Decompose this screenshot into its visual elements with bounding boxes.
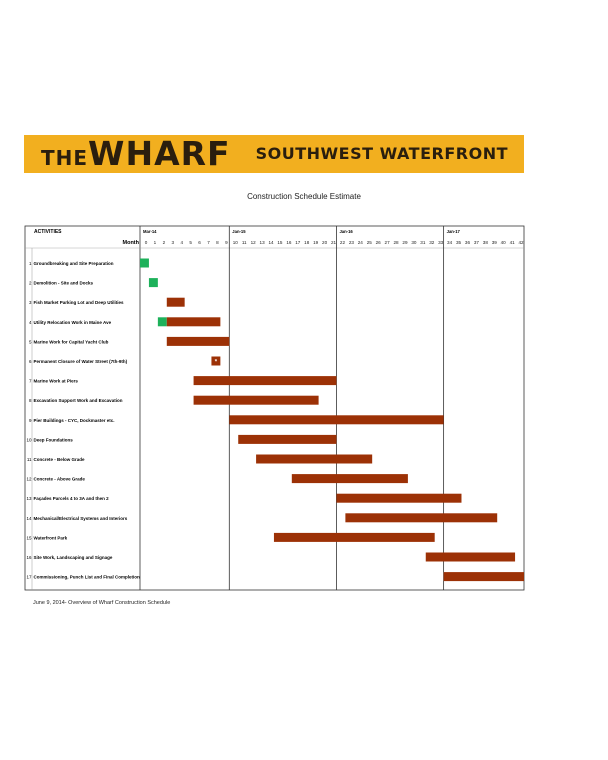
month-tick-label: 8 (216, 240, 219, 245)
month-tick-label: 39 (491, 240, 497, 245)
month-tick-label: 5 (189, 240, 192, 245)
month-tick-label: 12 (250, 240, 256, 245)
planned-bar (274, 533, 435, 542)
month-tick-label: 30 (411, 240, 417, 245)
month-tick-label: 10 (232, 240, 238, 245)
month-tick-label: 33 (438, 240, 444, 245)
activity-number: 16 (26, 555, 32, 560)
activity-name: Concrete - Above Grade (33, 476, 85, 482)
month-tick-label: 1 (153, 240, 157, 245)
month-tick-label: 21 (330, 240, 337, 245)
month-tick-label: 37 (473, 240, 479, 245)
activity-number: 12 (26, 476, 32, 482)
month-tick-label: 19 (313, 240, 319, 245)
activity-name: Demolition - Site and Docks (33, 280, 94, 286)
period-label: Jan-16 (339, 229, 353, 234)
activity-name: Excavation Support Work and Excavation (33, 398, 123, 404)
planned-bar (444, 572, 524, 581)
activity-number: 4 (28, 319, 32, 325)
activity-number: 17 (26, 574, 32, 580)
planned-bar (345, 513, 497, 522)
activity-name: Commissioning, Punch List and Final Completion (33, 574, 140, 580)
activity-name: Site Work, Landscaping and Signage (33, 555, 113, 560)
month-label: Month (122, 240, 139, 246)
month-tick-label: 20 (322, 240, 328, 245)
month-tick-label: 3 (171, 240, 175, 245)
activity-name: Utility Relocation Work in Maine Ave (33, 319, 112, 325)
period-label: Mar-14 (143, 229, 157, 234)
activity-number: 14 (26, 515, 32, 521)
activity-number: 9 (28, 417, 32, 423)
activity-name: Groundbreaking and Site Preparation (33, 261, 114, 266)
month-tick-label: 42 (518, 240, 524, 245)
activity-name: Concrete - Below Grade (33, 457, 85, 462)
month-tick-label: 24 (357, 240, 363, 245)
month-tick-label: 0 (144, 240, 148, 245)
planned-bar (167, 298, 185, 307)
month-tick-label: 26 (375, 240, 381, 245)
month-tick-label: 16 (286, 240, 292, 245)
activity-name: Marine Work at Piers (33, 378, 78, 384)
footnote: June 9, 2014- Overview of Wharf Construction Schedule (33, 600, 171, 606)
month-tick-label: 6 (198, 240, 201, 245)
activity-name: Deep Foundations (33, 437, 73, 443)
activity-name: Marine Work for Capital Yacht Club (33, 339, 109, 345)
month-tick-label: 36 (464, 240, 471, 245)
activity-number: 1 (28, 261, 32, 266)
bar-marker: * (214, 359, 218, 366)
activity-number: 11 (26, 457, 32, 462)
month-tick-label: 41 (509, 240, 515, 245)
month-tick-label: 31 (420, 240, 426, 245)
planned-bar (194, 396, 319, 405)
period-label: Jan-17 (446, 229, 460, 234)
month-tick-label: 29 (402, 240, 408, 245)
planned-bar (238, 435, 336, 444)
month-tick-label: 22 (339, 240, 346, 245)
activity-name: Mechanical/Electrical Systems and Interiors (33, 515, 128, 521)
activity-number: 7 (28, 378, 32, 384)
planned-bar (336, 494, 461, 503)
planned-bar (194, 376, 337, 385)
planned-bar (256, 455, 372, 464)
activity-name: Pier Buildings - CYC, Dockmaster etc. (33, 417, 115, 423)
month-tick-label: 38 (482, 240, 488, 245)
month-tick-label: 40 (500, 240, 506, 245)
completed-bar (149, 278, 158, 287)
activity-number: 2 (28, 280, 32, 286)
month-tick-label: 15 (277, 240, 283, 245)
planned-bar (229, 415, 443, 424)
month-tick-label: 17 (295, 240, 301, 245)
period-label: Jan-15 (232, 229, 246, 234)
activities-header: ACTIVITIES (34, 229, 62, 235)
planned-bar (167, 337, 230, 346)
activity-number: 8 (28, 398, 32, 404)
month-tick-label: 14 (268, 240, 274, 245)
month-tick-label: 34 (447, 240, 453, 245)
month-tick-label: 23 (348, 240, 354, 245)
month-tick-label: 35 (455, 240, 462, 245)
month-tick-label: 28 (393, 240, 399, 245)
logo-the: THE (41, 146, 89, 170)
activity-name: Waterfront Park (33, 535, 68, 541)
activity-name: Façades Parcels 4 to 3A and then 2 (33, 496, 109, 502)
page-title: Construction Schedule Estimate (247, 192, 361, 201)
planned-bar (426, 553, 515, 562)
month-tick-label: 9 (225, 240, 228, 245)
activity-name: Fish Market Parking Lot and Deep Utilities (33, 300, 124, 306)
activity-number: 13 (26, 496, 32, 502)
activity-name: Permanent Closure of Water Street (7th-9th) (33, 359, 128, 364)
activity-number: 15 (26, 535, 32, 541)
month-tick-label: 7 (207, 240, 210, 245)
activity-number: 5 (28, 339, 32, 345)
month-tick-label: 32 (429, 240, 435, 245)
month-tick-label: 25 (366, 240, 372, 245)
month-tick-label: 18 (304, 240, 310, 245)
activity-number: 6 (28, 359, 32, 364)
month-tick-label: 13 (259, 240, 265, 245)
month-tick-label: 27 (384, 240, 390, 245)
month-tick-label: 11 (241, 240, 247, 245)
logo-wharf: WHARF (88, 134, 231, 173)
completed-bar (140, 259, 149, 268)
planned-bar (167, 317, 221, 326)
header-subtitle: SOUTHWEST WATERFRONT (255, 144, 508, 163)
activity-number: 10 (26, 437, 32, 443)
month-tick-label: 4 (180, 240, 184, 245)
completed-bar (158, 317, 167, 326)
month-tick-label: 2 (162, 240, 166, 245)
activity-number: 3 (28, 300, 32, 306)
planned-bar (292, 474, 408, 483)
